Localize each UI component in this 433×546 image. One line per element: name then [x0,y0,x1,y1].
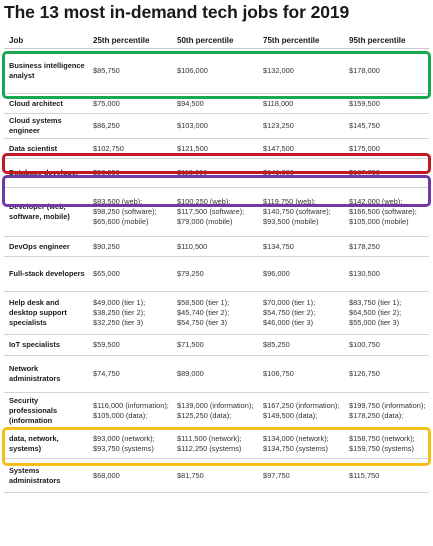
job-cell: Systems administrators [4,459,88,493]
p25-cell: $98,250 [88,159,172,188]
p75-cell: $134,000 (network); $134,750 (systems) [258,429,344,459]
p75-cell: $119,750 (web); $140,750 (software); $93,500 (mobile) [258,188,344,237]
p75-cell: $96,000 [258,257,344,292]
job-cell: Help desk and desktop support specialists [4,292,88,335]
p95-cell: $158,750 (network); $159,750 (systems) [344,429,429,459]
job-cell: Cloud architect [4,94,88,114]
p95-cell: $199,750 (information); $178,250 (data); [344,393,429,429]
p25-cell: $59,500 [88,335,172,356]
p50-cell: $106,000 [172,49,258,94]
p75-cell: $97,750 [258,459,344,493]
job-cell: Network administrators [4,356,88,393]
table-row [4,159,429,188]
p50-cell: $58,500 (tier 1); $45,740 (tier 2); $54,750 (tier 3) [172,292,258,335]
table-row [4,356,429,393]
job-cell: DevOps engineer [4,237,88,257]
column-header-job: Job [4,32,88,49]
p50-cell: $79,250 [172,257,258,292]
p50-cell: $139,000 (information); $125,250 (data); [172,393,258,429]
p25-cell: $75,000 [88,94,172,114]
p75-cell: $132,000 [258,49,344,94]
p25-cell: $83,500 (web); $98,250 (software); $65,600 (mobile) [88,188,172,237]
p25-cell: $68,000 [88,459,172,493]
p75-cell: $141,000 [258,159,344,188]
p75-cell: $123,250 [258,114,344,139]
job-cell: Data scientist [4,139,88,159]
column-header-25th: 25th percentile [88,32,172,49]
table-row [4,188,429,237]
p25-cell: $116,000 (information); $105,000 (data); [88,393,172,429]
table-row [4,237,429,257]
p50-cell: $71,500 [172,335,258,356]
table-row [4,393,429,429]
salary-table [4,32,429,493]
job-cell: IoT specialists [4,335,88,356]
p50-cell: $111,500 (network); $112,250 (systems) [172,429,258,459]
p25-cell: $93,000 (network); $93,750 (systems) [88,429,172,459]
p50-cell: $110,500 [172,237,258,257]
p25-cell: $102,750 [88,139,172,159]
p95-cell: $175,000 [344,139,429,159]
p50-cell: $118,000 [172,159,258,188]
p95-cell: $130,500 [344,257,429,292]
p95-cell: $145,750 [344,114,429,139]
job-cell: Full-stack developers [4,257,88,292]
job-cell: Database developer [4,159,88,188]
p95-cell: $159,500 [344,94,429,114]
p25-cell: $74,750 [88,356,172,393]
table-row [4,257,429,292]
table-header-row [4,32,429,49]
p75-cell: $167,250 (information); $149,500 (data); [258,393,344,429]
column-header-50th: 50th percentile [172,32,258,49]
p50-cell: $103,000 [172,114,258,139]
p75-cell: $147,500 [258,139,344,159]
page-title: The 13 most in-demand tech jobs for 2019 [4,2,350,22]
p75-cell: $118,000 [258,94,344,114]
p50-cell: $89,000 [172,356,258,393]
p95-cell: $100,750 [344,335,429,356]
p50-cell: $100,250 (web); $117,500 (software); $79,000 (mobile) [172,188,258,237]
table-row [4,459,429,493]
table-row [4,114,429,139]
table-row [4,429,429,459]
table-row [4,94,429,114]
job-cell: Cloud systems engineer [4,114,88,139]
table-row [4,335,429,356]
job-cell: data, network, systems) [4,429,88,459]
p95-cell: $126,750 [344,356,429,393]
p95-cell: $83,750 (tier 1); $64,500 (tier 2); $55,000 (tier 3) [344,292,429,335]
p25-cell: $85,750 [88,49,172,94]
table-row [4,292,429,335]
job-cell: Developer (web, software, mobile) [4,188,88,237]
job-cell: Business intelligence analyst [4,49,88,94]
p50-cell: $81,750 [172,459,258,493]
column-header-95th: 95th percentile [344,32,429,49]
p25-cell: $86,250 [88,114,172,139]
p25-cell: $49,000 (tier 1); $38,250 (tier 2); $32,250 (tier 3) [88,292,172,335]
p75-cell: $85,250 [258,335,344,356]
p95-cell: $178,000 [344,49,429,94]
p25-cell: $65,000 [88,257,172,292]
p25-cell: $90,250 [88,237,172,257]
job-cell: Security professionals (information [4,393,88,429]
p50-cell: $121,500 [172,139,258,159]
p75-cell: $106,750 [258,356,344,393]
column-header-75th: 75th percentile [258,32,344,49]
p50-cell: $94,500 [172,94,258,114]
p75-cell: $134,750 [258,237,344,257]
p95-cell: $115,750 [344,459,429,493]
table-row [4,49,429,94]
p95-cell: $167,750 [344,159,429,188]
p95-cell: $142,000 (web); $166,500 (software); $105,000 (mobile) [344,188,429,237]
p95-cell: $178,250 [344,237,429,257]
table-row [4,139,429,159]
p75-cell: $70,000 (tier 1); $54,750 (tier 2); $46,000 (tier 3) [258,292,344,335]
